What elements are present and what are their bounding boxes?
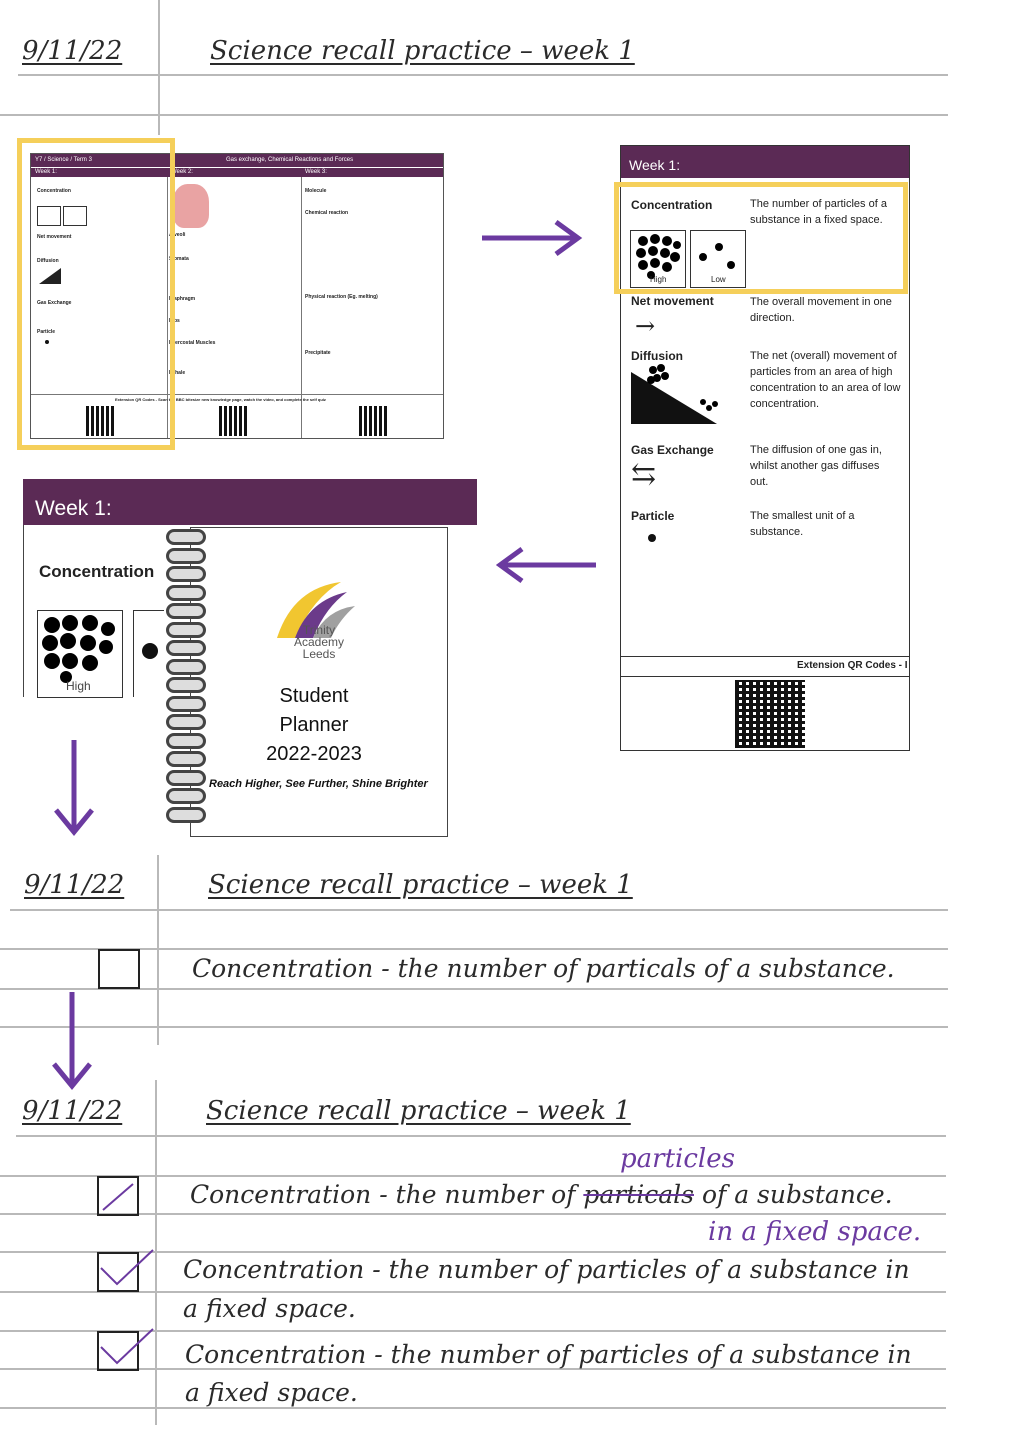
arrow-right-icon [480,218,584,258]
recall-retry: a fixed space. [185,1378,358,1407]
ruled-line [0,114,948,116]
term-net-movement: Net movement [631,294,714,308]
week-header: Week 1: [621,146,909,178]
arrow-down-icon [50,990,94,1090]
spiral-binding [166,529,206,829]
high-label: High [650,275,667,284]
recall-retry: Concentration - the number of particles of a substance in [183,1255,910,1284]
struck-word: particals [583,1180,694,1209]
ruled-line [18,74,948,76]
qr-code-icon [219,406,249,436]
heading-date: 9/11/22 [22,1096,123,1126]
qr-footer-label: Extension QR Codes - I [797,660,908,671]
term: Stomata [169,256,189,262]
definition: The overall movement in one direction. [750,296,892,324]
qr-code-icon [735,680,805,748]
definition: The smallest unit of a substance. [750,510,855,538]
particles-high-icon [37,610,123,698]
term: Ribs [169,318,180,324]
term: Exhale [169,370,186,376]
spiral-ring [166,585,206,601]
qr-code-icon [359,406,389,436]
spiral-ring [166,696,206,712]
term-concentration: Concentration [631,198,713,212]
diffusion-slope-icon [631,364,719,426]
highlight-box [614,182,908,294]
self-check-checkbox[interactable] [97,1252,139,1292]
term-gas-exchange: Gas Exchange [631,443,714,457]
spiral-ring [166,529,206,545]
planner-title: Student Planner 2022-2023 [266,685,362,765]
term: Alveoli [169,232,186,238]
correction-addition: in a fixed space. [708,1217,922,1247]
recall-retry: Concentration - the number of particles of a substance in [185,1340,912,1369]
heading-date: 9/11/22 [24,870,125,900]
course-label: Y7 / Science / Term 3 [35,157,92,163]
term: Particle [37,329,56,335]
week2-label: Week 2: [171,169,193,175]
planner-cover [190,527,448,837]
spiral-ring [166,622,206,638]
arrow-right-icon: → [635,312,656,340]
spiral-ring [166,770,206,786]
spiral-ring [166,659,206,675]
term-particle: Particle [631,509,675,523]
topic-label: Gas exchange, Chemical Reactions and Forces [226,157,354,163]
term-diffusion: Diffusion [631,349,683,363]
planner-motto: Reach Higher, See Further, Shine Brighter [209,778,428,790]
heading-title: Science recall practice – week 1 [208,870,633,900]
spiral-ring [166,548,206,564]
week3-label: Week 3: [305,169,327,175]
heading-title: Science recall practice – week 1 [210,36,635,66]
term: Concentration [37,188,71,194]
definition: The diffusion of one gas in, whilst another gas diffuses out. [750,444,882,488]
term: Diaphragm [169,296,196,302]
spiral-ring [166,603,206,619]
self-check-checkbox[interactable] [97,1176,139,1216]
spiral-ring [166,640,206,656]
heading-title: Science recall practice – week 1 [206,1096,631,1126]
spiral-ring [166,733,206,749]
definition: The number of particles of a substance in a fixed space. [750,198,887,226]
definition: The net (overall) movement of particles from an area of high concentration to an area of low concentration. [750,350,901,410]
spiral-ring [166,807,206,823]
heading-date: 9/11/22 [22,36,123,66]
planner-term: Concentration [39,562,155,581]
term: Physical reaction (Eg. melting) [305,294,378,300]
margin-line [157,855,159,1045]
recall-retry: a fixed space. [183,1294,356,1323]
term: Precipitate [305,350,331,356]
term: Molecule [305,188,327,194]
spiral-ring [166,566,206,582]
arrow-down-icon [52,738,96,836]
spiral-ring [166,677,206,693]
planner-week-label: Week 1: [23,479,477,525]
recall-corrected: Concentration - the number of particals of a substance. [190,1180,893,1209]
arrow-left-icon [496,545,600,585]
self-check-checkbox[interactable] [97,1331,139,1371]
recall-attempt: Concentration - the number of particals of a substance. [192,954,895,983]
highlight-box [17,138,175,450]
self-check-checkbox[interactable] [98,949,140,989]
lungs-icon [173,184,209,228]
high-label: High [66,679,91,693]
term: Diffusion [37,258,59,264]
particle-dot-icon [648,534,656,542]
correction-word: particles [620,1144,735,1174]
school-name: Trinity Academy Leeds [293,623,345,661]
spiral-ring [166,788,206,804]
week1-label: Week 1: [35,169,57,175]
term: Chemical reaction [305,210,349,216]
low-label: Low [711,275,726,284]
spiral-ring [166,714,206,730]
term: Net movement [37,234,72,240]
term: Gas Exchange [37,300,72,306]
term: Intercostal Muscles [169,340,216,346]
spiral-ring [166,751,206,767]
overview-footer: Extension QR Codes - Scan the BBC bitesize new knowledge page, watch the video, and complete the self quiz [115,397,326,402]
exchange-arrows-icon: ⇆ [631,457,657,492]
